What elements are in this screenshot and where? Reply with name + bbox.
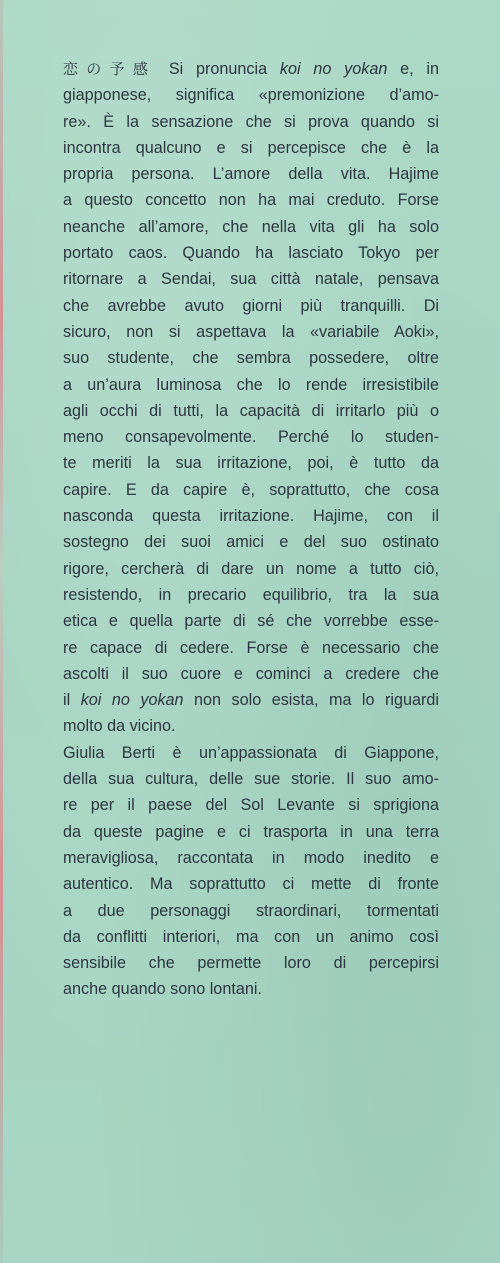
blurb-paragraph-2 [63, 740, 439, 1003]
line-text: resistendo, in precario equilibrio, tra la sua [63, 585, 439, 604]
blurb-line [63, 424, 439, 450]
line-text: il [63, 691, 81, 710]
line-text: e, in [387, 60, 439, 78]
line-text: te meriti la sua irritazione, poi, è tutto da [63, 454, 439, 473]
blurb-line [63, 766, 439, 792]
blurb-line [63, 950, 439, 976]
line-text: molto da vicino. [63, 717, 176, 736]
blurb-line [63, 109, 439, 135]
blurb-line [63, 792, 439, 818]
blurb-line [63, 898, 439, 924]
blurb-line [63, 372, 439, 398]
blurb-line [63, 661, 439, 687]
blurb-line [63, 635, 439, 661]
line-text: agli occhi di tutti, la capacità di irritarlo più o [63, 401, 439, 420]
blurb-line [63, 293, 439, 319]
blurb-line [63, 740, 439, 766]
blurb-line [63, 187, 439, 213]
blurb-line [63, 345, 439, 371]
line-text: etica e quella parte di sé che vorrebbe esse- [63, 612, 439, 631]
line-text: della sua cultura, delle sue storie. Il suo amo- [63, 770, 439, 789]
line-text: meravigliosa, raccontata in modo inedito e [63, 848, 439, 867]
line-text: a un’aura luminosa che lo rende irresistibile [63, 375, 439, 394]
blurb-line [63, 871, 439, 897]
line-text: re». È la sensazione che si prova quando si [63, 112, 439, 131]
blurb-line [63, 687, 439, 713]
italic-term: koi no yokan [80, 691, 184, 710]
blurb-line [63, 398, 439, 424]
blurb-line [63, 713, 439, 739]
blurb-line [63, 266, 439, 292]
blurb-line [63, 503, 439, 529]
blurb-line [63, 845, 439, 871]
blurb-line [63, 214, 439, 240]
line-text: che avrebbe avuto giorni più tranquilli. Di [63, 296, 439, 315]
italic-term: koi no yokan [279, 60, 388, 78]
line-text: rigore, cercherà di dare un nome a tutto ciò, [63, 559, 439, 578]
blurb-line [63, 608, 439, 634]
cover-edge-stripe [0, 0, 3, 1263]
blurb-line [63, 450, 439, 476]
line-text: Giulia Berti è un’appassionata di Giappone, [63, 743, 439, 762]
blurb-line [63, 582, 439, 608]
line-text: autentico. Ma soprattutto ci mette di fronte [63, 875, 439, 894]
blurb-line [63, 976, 439, 1002]
blurb-text [63, 56, 439, 1003]
line-text: capire. E da capire è, soprattutto, che cosa [63, 480, 439, 499]
line-text: anche quando sono lontani. [63, 980, 262, 999]
line-text: Si pronuncia [156, 60, 280, 78]
line-text: propria persona. L’amore della vita. Hajime [63, 165, 439, 184]
line-text: a questo concetto non ha mai creduto. Forse [63, 191, 439, 210]
line-text: sicuro, non si aspettava la «variabile Aoki», [63, 322, 439, 341]
line-text: sensibile che permette loro di percepirsi [63, 954, 439, 973]
line-text: ascolti il suo cuore e cominci a credere che [63, 664, 439, 683]
blurb-line [63, 240, 439, 266]
blurb-line [63, 82, 439, 108]
line-text: a due personaggi straordinari, tormentati [63, 901, 439, 920]
line-text: suo studente, che sembra possedere, oltre [63, 349, 439, 368]
line-text: sostegno dei suoi amici e del suo ostinato [63, 533, 439, 552]
line-text: nasconda questa irritazione. Hajime, con il [63, 507, 439, 526]
blurb-line [63, 161, 439, 187]
line-text: da conflitti interiori, ma con un animo così [63, 927, 439, 946]
line-text: non solo esista, ma lo riguardi [183, 691, 439, 710]
blurb-paragraph-1 [63, 56, 439, 740]
line-text: portato caos. Quando ha lasciato Tokyo per [63, 244, 439, 263]
blurb-line [63, 819, 439, 845]
line-text: ritornare a Sendai, sua città natale, pensava [63, 270, 439, 289]
line-text: giapponese, significa «premonizione d’amo- [63, 86, 439, 105]
blurb-line [63, 529, 439, 555]
blurb-line [63, 556, 439, 582]
blurb-line [63, 135, 439, 161]
line-text: neanche all’amore, che nella vita gli ha solo [63, 217, 439, 236]
line-text: da queste pagine e ci trasporta in una terra [63, 822, 439, 841]
line-text: re per il paese del Sol Levante si sprigiona [63, 796, 439, 815]
blurb-line [63, 319, 439, 345]
blurb-line [63, 477, 439, 503]
line-text: incontra qualcuno e si percepisce che è la [63, 138, 439, 157]
blurb-line [63, 924, 439, 950]
kanji-title: 恋の予感 [63, 60, 157, 78]
line-text: re capace di cedere. Forse è necessario che [63, 638, 439, 657]
line-text: meno consapevolmente. Perché lo studen- [63, 428, 439, 447]
blurb-line [63, 56, 439, 82]
